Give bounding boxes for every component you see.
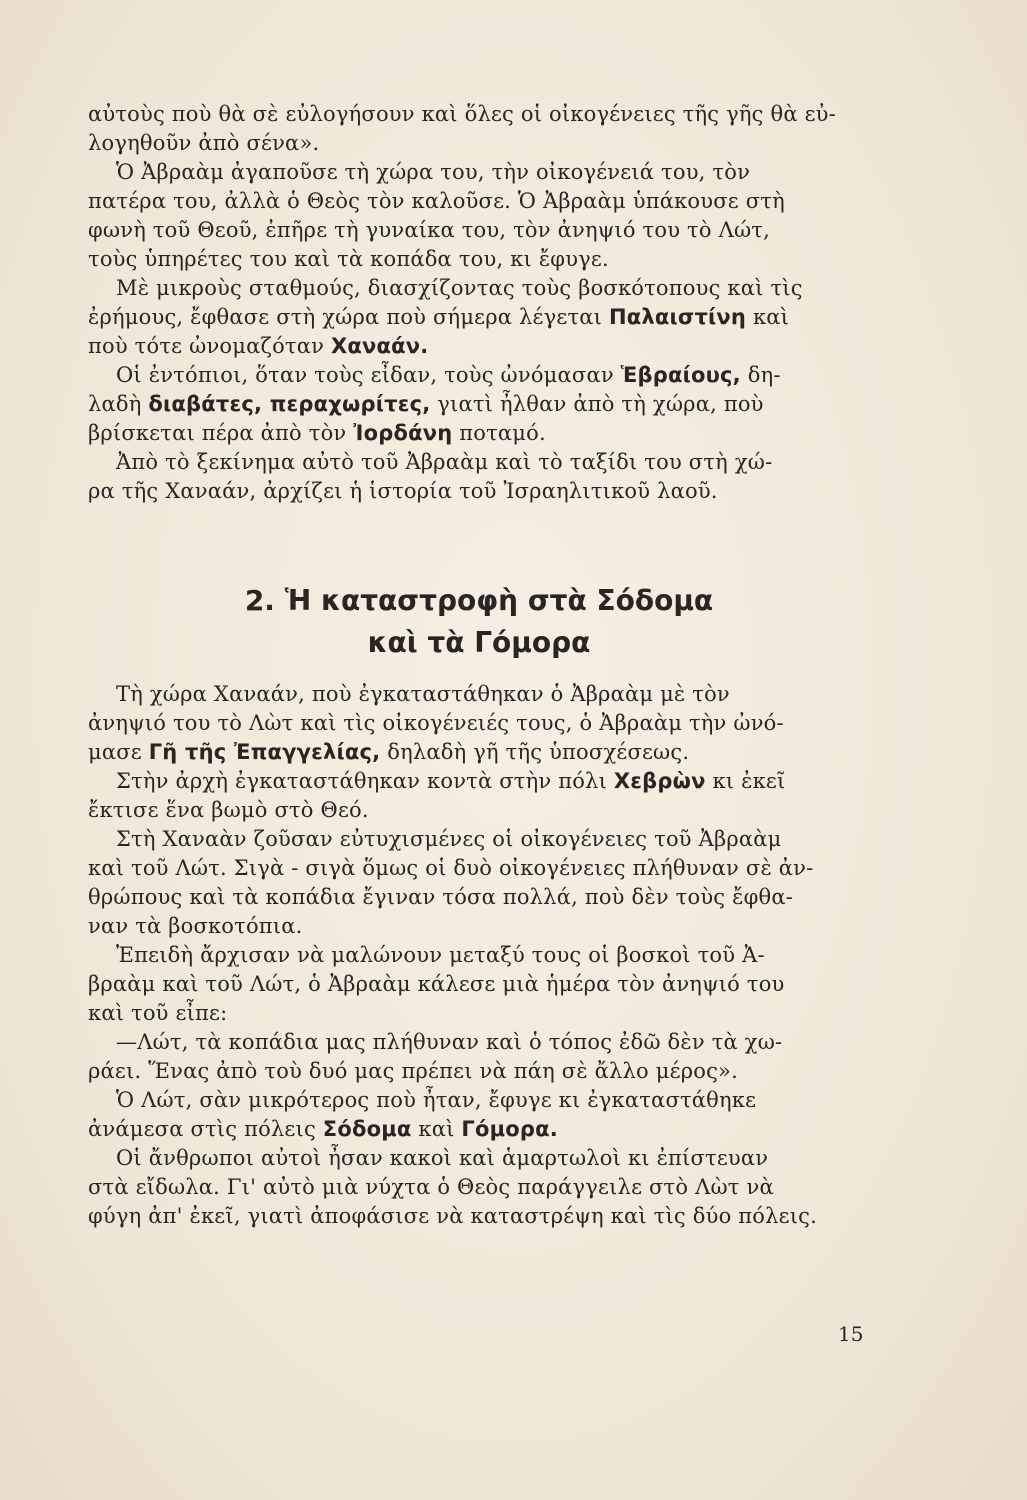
text-line: πατέρα του, ἀλλὰ ὁ Θεὸς τὸν καλοῦσε. Ὁ Ἀβραὰμ ὑπάκουσε στὴ bbox=[88, 189, 785, 213]
text-run: καὶ bbox=[411, 1117, 462, 1141]
text-line: αὐτοὺς ποὺ θὰ σὲ εὐλογήσουν καὶ ὅλες οἱ οἰκογένειες τῆς γῆς θὰ εὐ- bbox=[88, 102, 836, 126]
text-line: φύγη ἀπ' ἐκεῖ, γιατὶ ἀποφάσισε νὰ καταστρέψη καὶ τὶς δύο πόλεις. bbox=[88, 1204, 817, 1228]
bottom-text-block bbox=[88, 680, 870, 1231]
text-line: Ὁ Ἀβραὰμ ἀγαποῦσε τὴ χώρα του, τὴν οἰκογένειά του, τὸν bbox=[116, 160, 751, 184]
text-run: ἀνάμεσα στὶς πόλεις bbox=[88, 1117, 323, 1141]
text-run: ποὺ τότε ὠνομαζόταν bbox=[88, 334, 331, 358]
text-run: Στὴν ἀρχὴ ἐγκαταστάθηκαν κοντὰ στὴν πόλι bbox=[116, 769, 614, 793]
text-line: λογηθοῦν ἀπὸ σένα». bbox=[88, 131, 320, 155]
heading-line-2: καὶ τὰ Γόμορα bbox=[367, 626, 591, 659]
text-run: γιατὶ ἦλθαν ἀπὸ τὴ χώρα, ποὺ bbox=[430, 392, 764, 416]
text-line: φωνὴ τοῦ Θεοῦ, ἐπῆρε τὴ γυναίκα του, τὸν ἀνηψιό του τὸ Λώτ, bbox=[88, 218, 770, 242]
text-line: Ἐπειδὴ ἄρχισαν νὰ μαλώνουν μεταξύ τους οἱ βοσκοὶ τοῦ Ἀ- bbox=[116, 943, 765, 967]
text-line: Τὴ χώρα Χαναάν, ποὺ ἐγκαταστάθηκαν ὁ Ἀβραὰμ μὲ τὸν bbox=[116, 682, 730, 706]
text-line: βραὰμ καὶ τοῦ Λώτ, ὁ Ἀβραὰμ κάλεσε μιὰ ἡμέρα τὸν ἀνηψιό του bbox=[88, 972, 785, 996]
text-run: δηλαδὴ γῆ τῆς ὑποσχέσεως. bbox=[380, 740, 690, 764]
text-line bbox=[88, 361, 870, 390]
text-run: ποταμό. bbox=[452, 421, 546, 445]
text-line: ναν τὰ βοσκοτόπια. bbox=[88, 914, 303, 938]
text-line: καὶ τοῦ εἶπε: bbox=[88, 1001, 228, 1025]
bold-term: Γῆ τῆς Ἐπαγγελίας, bbox=[148, 740, 381, 764]
bold-term: Γόμορα. bbox=[461, 1117, 558, 1141]
text-line: Μὲ μικροὺς σταθμούς, διασχίζοντας τοὺς βοσκότοπους καὶ τὶς bbox=[116, 276, 803, 300]
bold-term: Χεβρὼν bbox=[613, 769, 706, 793]
bold-term: Ἰορδάνη bbox=[353, 421, 453, 445]
text-line: ἔκτισε ἕνα βωμὸ στὸ Θεό. bbox=[88, 798, 369, 822]
text-line: Ὁ Λώτ, σὰν μικρότερος ποὺ ἦταν, ἔφυγε κι ἐγκαταστάθηκε bbox=[116, 1088, 757, 1112]
text-run: δη- bbox=[740, 363, 781, 387]
text-line bbox=[88, 332, 870, 361]
text-line bbox=[88, 303, 870, 332]
text-line: —Λώτ, τὰ κοπάδια μας πλήθυναν καὶ ὁ τόπος ἐδῶ δὲν τὰ χω- bbox=[116, 1030, 783, 1054]
text-line: ἀνηψιό του τὸ Λὼτ καὶ τὶς οἰκογένειές τους, ὁ Ἀβραὰμ τὴν ὠνό- bbox=[88, 711, 784, 735]
text-line: ρα τῆς Χαναάν, ἀρχίζει ἡ ἱστορία τοῦ Ἰσραηλιτικοῦ λαοῦ. bbox=[88, 479, 718, 503]
text-run: Οἱ ἐντόπιοι, ὅταν τοὺς εἶδαν, τοὺς ὠνόμασαν bbox=[116, 363, 621, 387]
bold-term: Σόδομα bbox=[322, 1117, 412, 1141]
text-line bbox=[88, 767, 870, 796]
text-line bbox=[88, 390, 870, 419]
bold-term: Παλαιστίνη bbox=[608, 305, 747, 329]
text-line: στὰ εἴδωλα. Γι' αὐτὸ μιὰ νύχτα ὁ Θεὸς παράγγειλε στὸ Λὼτ νὰ bbox=[88, 1175, 774, 1199]
text-line: ράει. Ἕνας ἀπὸ τοὺ δυό μας πρέπει νὰ πάη σὲ ἄλλο μέρος». bbox=[88, 1059, 738, 1083]
text-line: Ἀπὸ τὸ ξεκίνημα αὐτὸ τοῦ Ἀβραὰμ καὶ τὸ ταξίδι του στὴ χώ- bbox=[116, 450, 773, 474]
text-run: λαδὴ bbox=[88, 392, 149, 416]
text-run: βρίσκεται πέρα ἀπὸ τὸν bbox=[88, 421, 354, 445]
text-line bbox=[88, 738, 870, 767]
top-text-block bbox=[88, 100, 870, 506]
heading-line-1: 2. Ἡ καταστροφὴ στὰ Σόδομα bbox=[244, 584, 714, 617]
bold-term: Ἑβραίους, bbox=[620, 363, 741, 387]
text-line: καὶ τοῦ Λώτ. Σιγὰ - σιγὰ ὅμως οἱ δυὸ οἰκογένειες πλήθυναν σὲ ἀν- bbox=[88, 856, 814, 880]
text-run: μασε bbox=[88, 740, 149, 764]
text-line: τοὺς ὑπηρέτες του καὶ τὰ κοπάδα του, κι ἔφυγε. bbox=[88, 247, 609, 271]
page-number: 15 bbox=[838, 1322, 864, 1346]
text-line: θρώπους καὶ τὰ κοπάδια ἔγιναν τόσα πολλά, ποὺ δὲν τοὺς ἔφθα- bbox=[88, 885, 794, 909]
text-line bbox=[88, 419, 870, 448]
text-line: Στὴ Χαναὰν ζοῦσαν εὐτυχισμένες οἱ οἰκογένειες τοῦ Ἀβραὰμ bbox=[116, 827, 782, 851]
bold-term: Χαναάν. bbox=[330, 334, 429, 358]
text-line bbox=[88, 1115, 870, 1144]
text-run: καὶ bbox=[746, 305, 790, 329]
section-heading bbox=[88, 580, 870, 664]
text-run: κι ἐκεῖ bbox=[705, 769, 786, 793]
text-line: Οἱ ἄνθρωποι αὐτοὶ ἦσαν κακοὶ καὶ ἁμαρτωλοὶ κι ἐπίστευαν bbox=[116, 1146, 769, 1170]
text-run: ἐρήμους, ἔφθασε στὴ χώρα ποὺ σήμερα λέγεται bbox=[88, 305, 609, 329]
bold-term: διαβάτες, περαχωρίτες, bbox=[148, 392, 431, 416]
